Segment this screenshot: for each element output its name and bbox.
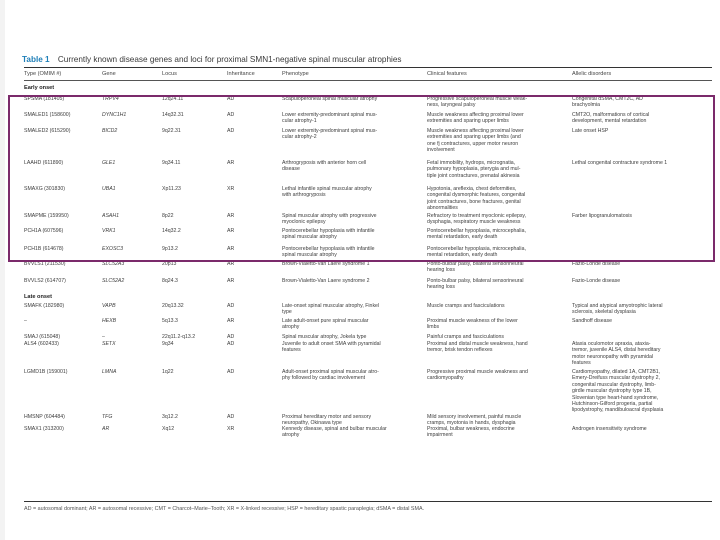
cell-clinical-line: mental retardation, early death: [427, 252, 498, 259]
cell-phenotype-line: cular atrophy-1: [282, 118, 317, 125]
cell-locus: 20q13.32: [162, 303, 184, 309]
cell-locus: 5q13.3: [162, 318, 178, 324]
cell-phenotype-line: features: [282, 347, 301, 354]
cell-inheritance: XR: [227, 426, 235, 432]
cell-allelic-line: Sandhoff disease: [572, 318, 612, 324]
cell-clinical-line: dysphagia, respiratory muscle weakness: [427, 219, 521, 226]
header-clinical-features: Clinical features: [427, 71, 467, 77]
cell-clinical-line: impairment: [427, 432, 453, 439]
cell-phenotype-line: Arthrogryposis with anterior horn cell: [282, 160, 367, 166]
cell-gene: GLE1: [102, 160, 116, 166]
cell-clinical-line: Pontocerebellar hypoplasia, microcephalia,: [427, 228, 526, 234]
cell-allelic-line: Congenital dSMA, CMT2C, AD: [572, 96, 643, 102]
cell-locus: 20p13: [162, 261, 177, 267]
cell-inheritance: AD: [227, 414, 235, 420]
cell-inheritance: AD: [227, 303, 235, 309]
cell-clinical-line: Painful cramps and fasciculations: [427, 334, 504, 340]
cell-phenotype-line: cular atrophy-2: [282, 134, 317, 141]
cell-inheritance: XR: [227, 186, 235, 192]
cell-type: SMAX1 (313200): [24, 426, 64, 432]
cell-phenotype-line: Pontocerebellar hypoplasia with infantile: [282, 228, 375, 234]
cell-clinical-line: tiple joint contractures, prenatal akinesia: [427, 172, 520, 179]
cell-type: BVVLS2 (614707): [24, 278, 66, 284]
cell-locus: 9q34: [162, 341, 174, 347]
cell-clinical-line: Progressive proximal muscle weakness and: [427, 369, 528, 375]
cell-clinical-line: Pontocerebellar hypoplasia, microcephalia,: [427, 246, 526, 252]
cell-type: ALS4 (602433): [24, 341, 59, 347]
cell-phenotype-line: phy followed by cardiac involvement: [282, 375, 366, 382]
cell-gene: TFG: [102, 414, 113, 420]
cell-type: SMALED1 (158600): [24, 112, 71, 118]
cell-phenotype-line: Adult-onset proximal spinal muscular atro-: [282, 369, 379, 375]
cell-clinical-line: mental retardation, early death: [427, 234, 498, 241]
header-allelic-disorders: Allelic disorders: [572, 71, 612, 77]
cell-allelic-line: Typical and atypical amyotrophic lateral: [572, 303, 663, 309]
cell-clinical-line: pulmonary hypoplasia, pterygia and mul-: [427, 166, 521, 173]
cell-inheritance: AR: [227, 261, 235, 267]
cell-phenotype-line: Juvenile to adult onset SMA with pyramidal: [282, 341, 381, 347]
cell-type: SMAPME (159950): [24, 213, 69, 219]
cell-locus: 8q24.3: [162, 278, 178, 284]
cell-phenotype-line: Pontocerebellar hypoplasia with infantile: [282, 246, 375, 252]
cell-clinical-line: Muscle weakness affecting proximal lower: [427, 112, 524, 118]
cell-allelic-line: Slovenian type heart-hand syndrome,: [572, 394, 659, 401]
cell-allelic-line: Late onset HSP: [572, 128, 609, 134]
cell-allelic-line: brachyolmia: [572, 102, 600, 109]
cell-gene: ASAH1: [102, 213, 120, 219]
cell-allelic-line: CMT2O, malformations of cortical: [572, 112, 650, 118]
cell-clinical-line: Proximal, bulbar weakness, endocrine: [427, 426, 515, 432]
cell-allelic-line: Lethal congenital contracture syndrome 1: [572, 160, 668, 166]
cell-phenotype-line: Proximal hereditary motor and sensory: [282, 414, 372, 420]
cell-allelic-line: tremor, juvenile ALS4, distal hereditary: [572, 347, 661, 354]
cell-locus: 8p22: [162, 213, 174, 219]
cell-inheritance: AR: [227, 228, 235, 234]
cell-phenotype-line: spinal muscular atrophy: [282, 234, 337, 241]
cell-clinical-line: Muscle cramps and fasciculations: [427, 303, 505, 309]
cell-inheritance: AR: [227, 278, 235, 284]
cell-clinical-line: Mild sensory involvement, painful muscle: [427, 414, 522, 420]
cell-phenotype-line: Lethal infantile spinal muscular atrophy: [282, 186, 372, 192]
cell-locus: Xq12: [162, 426, 175, 432]
cell-clinical-line: Ponto-bulbar palsy, bilateral sensorineural: [427, 278, 524, 284]
cell-allelic-line: features: [572, 360, 591, 367]
cell-clinical-line: Fetal immobility, hydrops, micrognatia,: [427, 160, 516, 166]
top-rule: [24, 67, 712, 68]
cell-inheritance: AR: [227, 318, 235, 324]
cell-phenotype-line: Brown-Vialetto-Van Laere syndrome 2: [282, 278, 370, 284]
cell-locus: 12q24.11: [162, 96, 184, 102]
cell-phenotype-line: Spinal muscular atrophy, Jokela type: [282, 334, 367, 340]
cell-clinical-line: Progressive scapuloperoneal muscle weak-: [427, 96, 528, 102]
cell-inheritance: AD: [227, 112, 235, 118]
cell-gene: BICD2: [102, 128, 118, 134]
cell-phenotype-line: with arthrogryposis: [282, 192, 326, 199]
cell-locus: 9q22.31: [162, 128, 181, 134]
section-heading: Late onset: [24, 294, 52, 300]
cell-clinical-line: abnormalities: [427, 205, 458, 212]
cell-inheritance: AD: [227, 334, 235, 340]
cell-locus: 22q11.2-q13.2: [162, 334, 196, 340]
cell-inheritance: AR: [227, 160, 235, 166]
cell-type: PCH1A (607596): [24, 228, 64, 234]
cell-type: PCH1B (614678): [24, 246, 64, 252]
cell-clinical-line: cramps, myotonia in hands, dysphagia: [427, 420, 516, 427]
table-title: Currently known disease genes and loci for proximal SMN1-negative spinal muscular atrophies: [57, 55, 402, 64]
header-type: Type (OMIM #): [24, 71, 62, 77]
highlight-box: [8, 95, 715, 262]
cell-type: SMAFK (182980): [24, 303, 65, 309]
header-gene: Gene: [102, 71, 116, 77]
cell-clinical-line: hearing loss: [427, 284, 455, 291]
cell-clinical-line: ness, laryngeal palsy: [427, 102, 476, 109]
cell-type: SMAJ (615048): [24, 334, 61, 340]
cell-gene: DYNC1H1: [102, 112, 127, 118]
cell-gene: SETX: [102, 341, 116, 347]
cell-allelic-line: Fazio-Londe disease: [572, 261, 621, 267]
cell-gene: SLC52A2: [102, 278, 125, 284]
table-caption: [22, 55, 712, 64]
cell-allelic-line: Fazio-Londe disease: [572, 278, 621, 284]
header-locus: Locus: [162, 71, 177, 77]
cell-allelic-line: Hutchinson-Gilford progeria, partial: [572, 401, 653, 407]
cell-locus: 14q32.31: [162, 112, 184, 118]
cell-allelic-line: Emery-Dreifuss muscular dystrophy 2,: [572, 375, 660, 382]
cell-phenotype-line: Lower extremity-predominant spinal mus-: [282, 112, 378, 118]
cell-gene: TRPV4: [102, 96, 119, 102]
cell-allelic-line: lipodystrophy, mandibuloacral dysplasia: [572, 407, 664, 414]
cell-allelic-line: Ataxia oculomotor apraxia, ataxia-: [572, 341, 651, 347]
cell-inheritance: AD: [227, 128, 235, 134]
cell-phenotype-line: disease: [282, 166, 300, 173]
table-footnote: AD = autosomal dominant; AR = autosomal recessive; CMT = Charcot–Marie–Tooth; XR = X-linked recessive; HSP = hereditary spastic paraplegia; dSMA = distal SMA.: [24, 506, 425, 512]
cell-type: LAAHD (611890): [24, 160, 64, 166]
cell-clinical-line: Proximal and distal muscle weakness, hand: [427, 341, 528, 347]
cell-inheritance: AD: [227, 369, 235, 375]
cell-gene: –: [102, 334, 105, 340]
cell-phenotype-line: Kennedy disease, spinal and bulbar muscular: [282, 426, 387, 432]
cell-locus: 1q22: [162, 369, 174, 375]
cell-type: –: [24, 318, 27, 324]
cell-phenotype-line: Late adult-onset pure spinal muscular: [282, 318, 369, 324]
cell-phenotype-line: Spinal muscular atrophy with progressive: [282, 213, 377, 219]
slide-edge-strip: [0, 0, 5, 540]
cell-inheritance: AR: [227, 246, 235, 252]
cell-clinical-line: tremor, brisk tendon reflexes: [427, 347, 493, 354]
cell-type: HMSNP (604484): [24, 414, 65, 420]
cell-gene: UBA1: [102, 186, 116, 192]
cell-allelic-line: Cardiomyopathy, dilated 1A, CMT2B1,: [572, 369, 661, 375]
cell-phenotype-line: myoclonic epilepsy: [282, 219, 326, 226]
cell-clinical-line: Refractory to treatment myoclonic epilepsy,: [427, 213, 527, 219]
cell-allelic-line: Androgen insensitivity syndrome: [572, 426, 647, 432]
cell-locus: Xp11.23: [162, 186, 181, 192]
cell-phenotype-line: spinal muscular atrophy: [282, 252, 337, 259]
cell-clinical-line: extremities and sparing upper limbs: [427, 118, 509, 125]
cell-clinical-line: extremities and sparing upper limbs (and: [427, 134, 521, 141]
cell-allelic-line: Farber lipogranulomatosis: [572, 213, 632, 219]
cell-clinical-line: limbs: [427, 324, 440, 331]
header-phenotype: Phenotype: [282, 71, 309, 77]
cell-allelic-line: girdle muscular dystrophy type 1B,: [572, 388, 652, 395]
cell-gene: LMNA: [102, 369, 117, 375]
cell-phenotype-line: Lower extremity-predominant spinal mus-: [282, 128, 378, 134]
table-label: Table 1: [22, 55, 50, 64]
cell-gene: AR: [102, 426, 110, 432]
cell-phenotype-line: Late-onset spinal muscular atrophy, Finkel: [282, 303, 380, 309]
cell-gene: EXOSC3: [102, 246, 124, 252]
cell-clinical-line: one fj contractures, upper motor neuron: [427, 140, 519, 147]
cell-clinical-line: congenital dysmorphic features, congenital: [427, 192, 526, 199]
header-inheritance: Inheritance: [227, 71, 255, 77]
cell-locus: 14q32.2: [162, 228, 181, 234]
cell-clinical-line: Proximal muscle weakness of the lower: [427, 318, 518, 324]
cell-phenotype-line: atrophy: [282, 432, 300, 439]
cell-type: BVVLS1 (211530): [24, 261, 66, 267]
cell-clinical-line: hearing loss: [427, 267, 455, 274]
cell-inheritance: AD: [227, 96, 235, 102]
cell-allelic-line: motor neuronopathy with pyramidal: [572, 353, 654, 360]
cell-phenotype-line: neuropathy, Okinawa type: [282, 420, 342, 427]
cell-phenotype-line: Brown-Vialetto-Van Laere syndrome 1: [282, 261, 370, 267]
cell-gene: HEXB: [102, 318, 117, 324]
cell-phenotype-line: Scapuloperoneal spinal muscular atrophy: [282, 96, 378, 102]
cell-gene: VRK1: [102, 228, 116, 234]
cell-gene: VAPB: [102, 303, 116, 309]
cell-type: SPSMA (181405): [24, 96, 65, 102]
cell-type: SMAXG (301830): [24, 186, 65, 192]
cell-locus: 9p13.2: [162, 246, 178, 252]
header-rule: [24, 80, 712, 81]
cell-inheritance: AD: [227, 341, 235, 347]
cell-clinical-line: Hypotonia, areflexia, chest deformities,: [427, 186, 517, 192]
cell-clinical-line: Ponto-bulbar palsy, bilateral sensorineural: [427, 261, 524, 267]
cell-clinical-line: Muscle weakness affecting proximal lower: [427, 128, 524, 134]
cell-allelic-line: sclerosis, skeletal dysplasia: [572, 309, 636, 316]
cell-locus: 3q12.2: [162, 414, 178, 420]
cell-gene: SLC52A3: [102, 261, 125, 267]
section-heading: Early onset: [24, 85, 55, 91]
cell-allelic-line: congenital muscular dystrophy, limb-: [572, 381, 656, 388]
cell-allelic-line: development, mental retardation: [572, 118, 647, 125]
cell-phenotype-line: type: [282, 309, 292, 316]
cell-inheritance: AR: [227, 213, 235, 219]
cell-phenotype-line: atrophy: [282, 324, 300, 331]
cell-clinical-line: cardiomyopathy: [427, 375, 464, 382]
cell-locus: 9q34.11: [162, 160, 181, 166]
cell-clinical-line: involvement: [427, 147, 455, 154]
cell-type: SMALED2 (615290): [24, 128, 71, 134]
cell-type: LGMD1B (159001): [24, 369, 68, 375]
bottom-rule: [24, 501, 712, 502]
cell-clinical-line: joint contractures, bone fractures, genital: [427, 198, 521, 205]
